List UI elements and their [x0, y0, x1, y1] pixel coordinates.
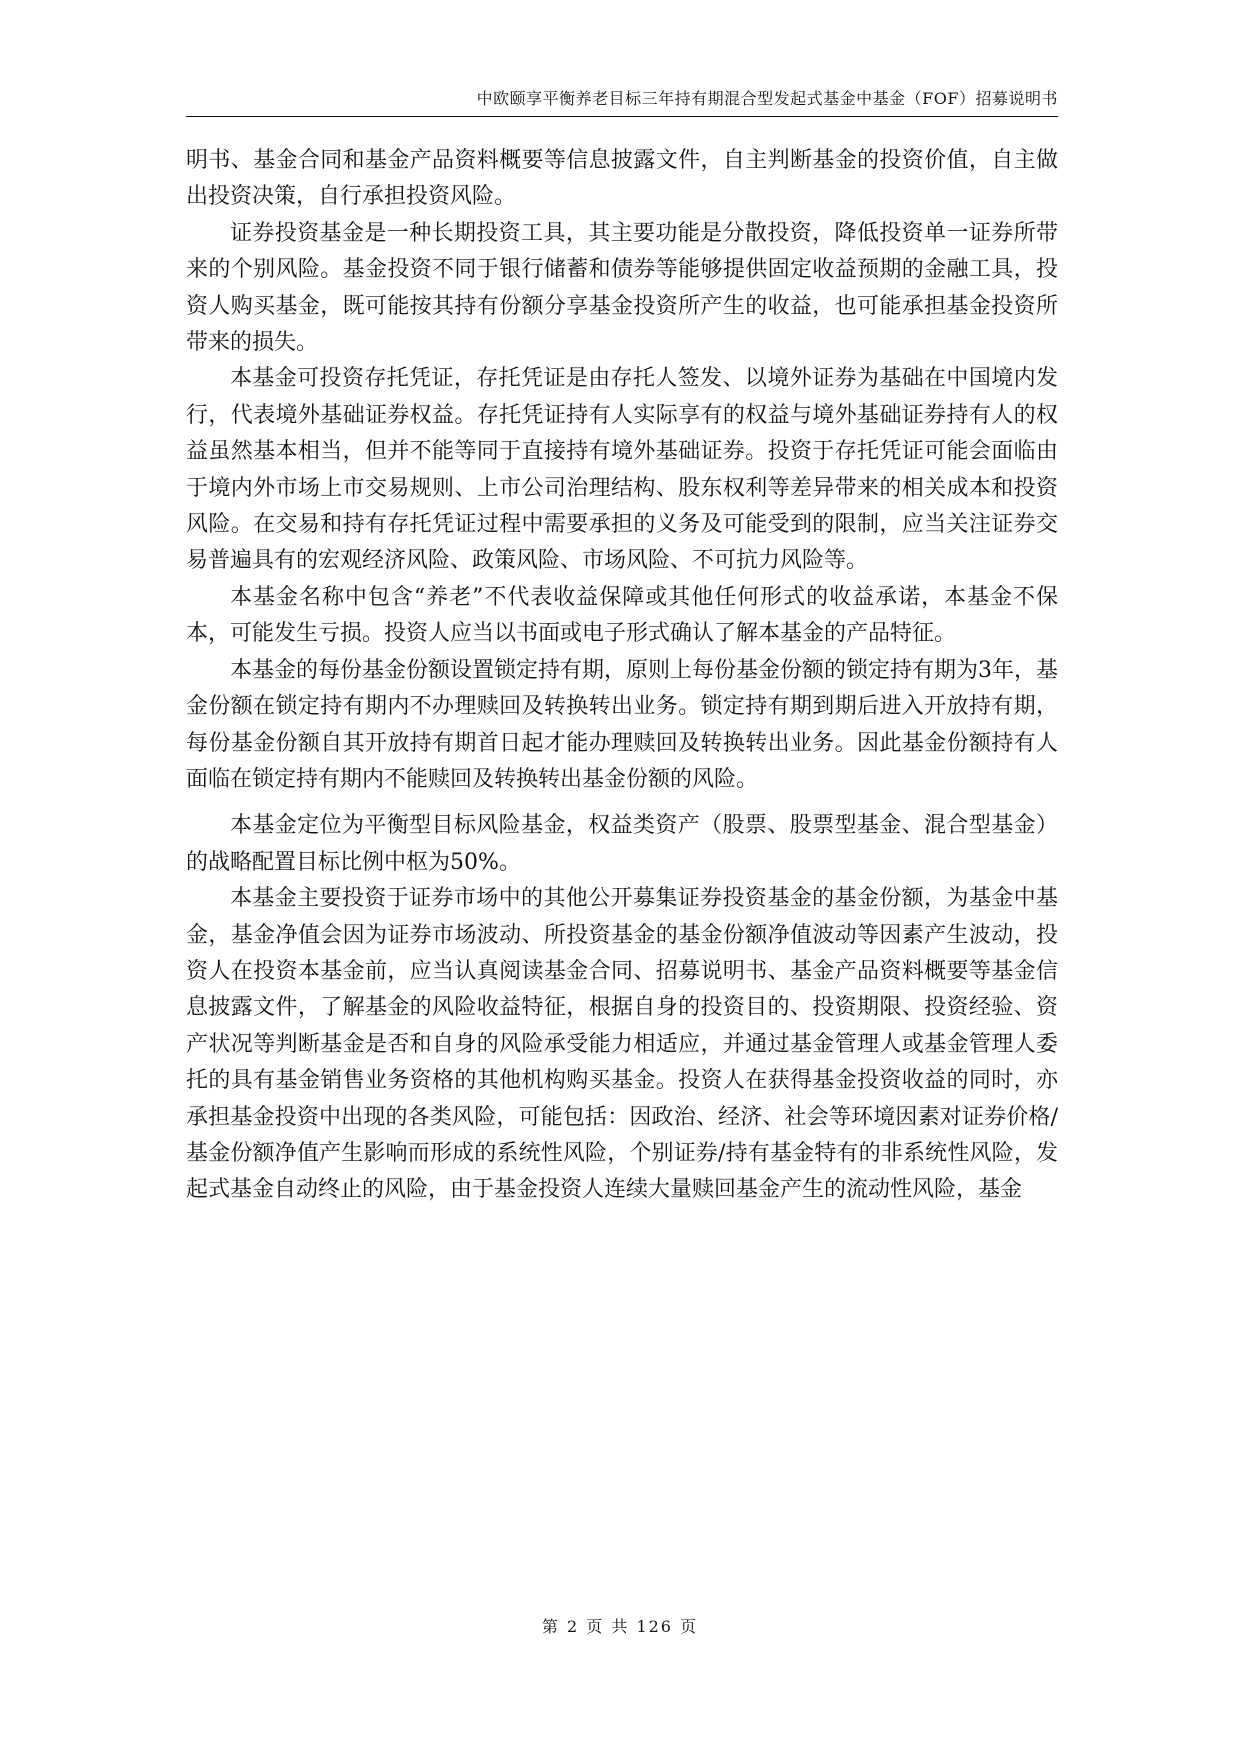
document-body	[186, 143, 1058, 1209]
paragraph-holding-period: 本基金的每份基金份额设置锁定持有期，原则上每份基金份额的锁定持有期为3年，基金份额在锁定持有期内不办理赎回及转换转出业务。锁定持有期到期后进入开放持有期，每份基金份额自其开放持有期首日起才能办理赎回及转换转出业务。因此基金份额持有人面临在锁定持有期内不能赎回及转换转出基金份额的风险。	[186, 657, 1058, 792]
paragraph-pension-name: 本基金名称中包含“养老”不代表收益保障或其他任何形式的收益承诺，本基金不保本，可能发生亏损。投资人应当以书面或电子形式确认了解本基金的产品特征。	[186, 584, 1058, 647]
paragraph-fof-risks: 本基金主要投资于证券市场中的其他公开募集证券投资基金的基金份额，为基金中基金，基金净值会因为证券市场波动、所投资基金的基金份额净值波动等因素产生波动，投资人在投资本基金前，应当认真阅读基金合同、招募说明书、基金产品资料概要等基金信息披露文件，了解基金的风险收益特征，根据自身的投资目的、投资期限、投资经验、资产状况等判断基金是否和自身的风险承受能力相适应，并通过基金管理人或基金管理人委托的具有基金销售业务资格的其他机构购买基金。投资人在获得基金投资收益的同时，亦承担基金投资中出现的各类风险，可能包括：因政治、经济、社会等环境因素对证券价格/基金份额净值产生影响而形成的系统性风险，个别证券/持有基金特有的非系统性风险，发起式基金自动终止的风险，由于基金投资人连续大量赎回基金产生的流动性风险，基金	[186, 886, 1058, 1203]
paragraph-positioning: 本基金定位为平衡型目标风险基金，权益类资产（股票、股票型基金、混合型基金）的战略配置目标比例中枢为50%。	[186, 813, 1058, 875]
page-header	[186, 86, 1058, 117]
paragraph-fund-nature: 证券投资基金是一种长期投资工具，其主要功能是分散投资，降低投资单一证券所带来的个别风险。基金投资不同于银行储蓄和债券等能够提供固定收益预期的金融工具，投资人购买基金，既可能按其持有份额分享基金投资所产生的收益，也可能承担基金投资所带来的损失。	[186, 220, 1058, 356]
document-title: 中欧颐享平衡养老目标三年持有期混合型发起式基金中基金（FOF）招募说明书	[476, 89, 1058, 108]
paragraph-continued: 明书、基金合同和基金产品资料概要等信息披露文件，自主判断基金的投资价值，自主做出投资决策，自行承担投资风险。	[186, 148, 1058, 210]
paragraph-depositary-receipts: 本基金可投资存托凭证，存托凭证是由存托人签发、以境外证券为基础在中国境内发行，代表境外基础证券权益。存托凭证持有人实际享有的权益与境外基础证券持有人的权益虽然基本相当，但并不能等同于直接持有境外基础证券。投资于存托凭证可能会面临由于境内外市场上市交易规则、上市公司治理结构、股东权利等差异带来的相关成本和投资风险。在交易和持有存托凭证过程中需要承担的义务及可能受到的限制，应当关注证券交易普遍具有的宏观经济风险、政策风险、市场风险、不可抗力风险等。	[186, 366, 1058, 574]
page-number: 第 2 页 共 126 页	[541, 1617, 699, 1636]
